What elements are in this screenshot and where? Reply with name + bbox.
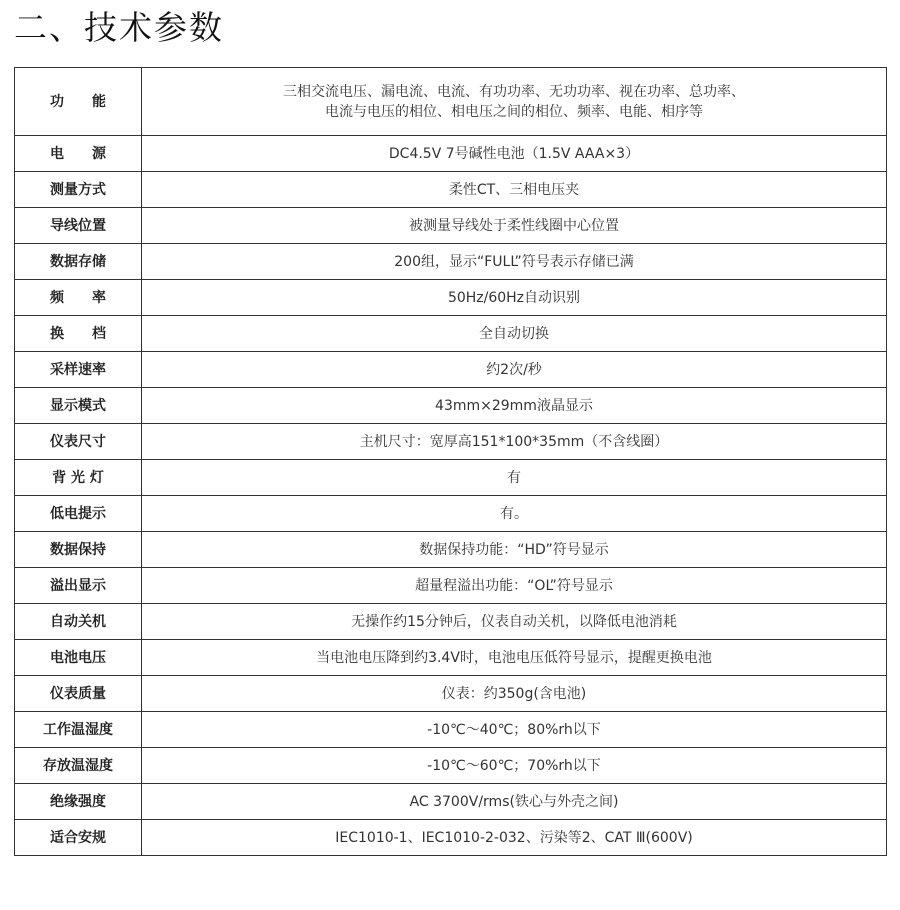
table-row [15,748,887,784]
row-value: 当电池电压降到约3.4V时，电池电压低符号显示，提醒更换电池 [142,640,887,676]
row-label: 导线位置 [15,208,142,244]
table-row [15,568,887,604]
row-label: 换 档 [15,316,142,352]
row-label: 电池电压 [15,640,142,676]
row-value: -10℃～40℃；80%rh以下 [142,712,887,748]
row-value: -10℃～60℃；70%rh以下 [142,748,887,784]
row-value: DC4.5V 7号碱性电池（1.5V AAA×3） [142,136,887,172]
row-label: 数据保持 [15,532,142,568]
table-row [15,172,887,208]
row-label: 低电提示 [15,496,142,532]
row-label: 显示模式 [15,388,142,424]
row-value: 超量程溢出功能：“OL”符号显示 [142,568,887,604]
row-label: 功 能 [15,68,142,136]
row-value: 200组，显示“FULL”符号表示存储已满 [142,244,887,280]
section-heading: 二、技术参数 [14,8,224,47]
row-label: 溢出显示 [15,568,142,604]
row-label: 绝缘强度 [15,784,142,820]
row-label: 测量方式 [15,172,142,208]
row-value: 数据保持功能：“HD”符号显示 [142,532,887,568]
table-row [15,784,887,820]
row-label: 频 率 [15,280,142,316]
row-value: 50Hz/60Hz自动识别 [142,280,887,316]
row-value: 主机尺寸：宽厚高151*100*35mm（不含线圈） [142,424,887,460]
row-value: IEC1010-1、IEC1010-2-032、污染等2、CAT Ⅲ(600V) [142,820,887,856]
spec-table [14,67,887,856]
table-row [15,424,887,460]
row-label: 电 源 [15,136,142,172]
table-row [15,460,887,496]
row-value: 有。 [142,496,887,532]
row-value: 无操作约15分钟后，仪表自动关机，以降低电池消耗 [142,604,887,640]
row-value: 有 [142,460,887,496]
row-value: 被测量导线处于柔性线圈中心位置 [142,208,887,244]
table-row [15,388,887,424]
table-row [15,280,887,316]
table-row [15,676,887,712]
table-row [15,604,887,640]
row-value: 约2次/秒 [142,352,887,388]
row-label: 自动关机 [15,604,142,640]
table-row [15,532,887,568]
row-label: 采样速率 [15,352,142,388]
table-row [15,316,887,352]
table-row [15,496,887,532]
row-label: 数据存储 [15,244,142,280]
table-row [15,208,887,244]
table-row [15,68,887,136]
row-label: 工作温湿度 [15,712,142,748]
row-label: 仪表尺寸 [15,424,142,460]
row-value: 全自动切换 [142,316,887,352]
table-row [15,712,887,748]
table-row [15,136,887,172]
row-value: 柔性CT、三相电压夹 [142,172,887,208]
table-row [15,352,887,388]
row-value: AC 3700V/rms(铁心与外壳之间) [142,784,887,820]
row-value: 仪表：约350g(含电池) [142,676,887,712]
row-label: 背 光 灯 [15,460,142,496]
row-label: 存放温湿度 [15,748,142,784]
table-row [15,244,887,280]
table-row [15,640,887,676]
table-row [15,820,887,856]
row-label: 仪表质量 [15,676,142,712]
row-value: 三相交流电压、漏电流、电流、有功功率、无功功率、视在功率、总功率、 电流与电压的相位、相电压之间的相位、频率、电能、相序等 [142,68,887,136]
row-label: 适合安规 [15,820,142,856]
row-value: 43mm×29mm液晶显示 [142,388,887,424]
